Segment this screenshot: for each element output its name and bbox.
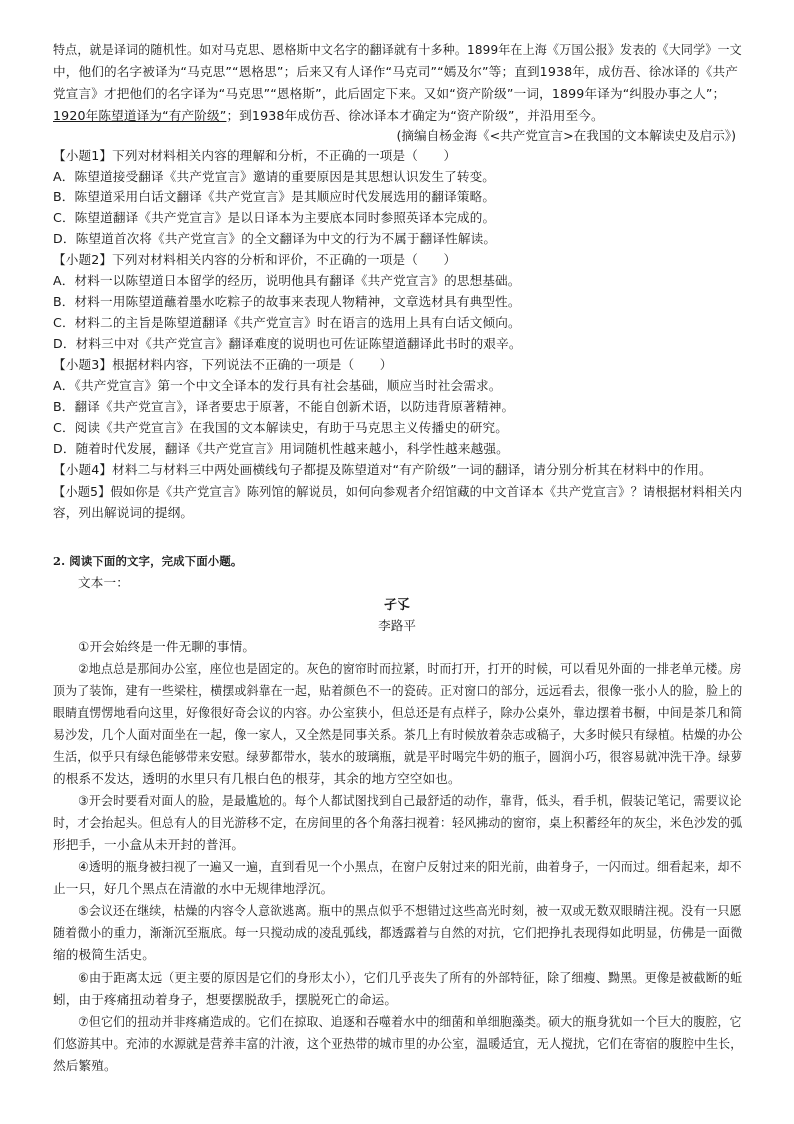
question-option: C．陈望道翻译《共产党宣言》是以日译本为主要底本同时参照英译本完成的。: [53, 210, 496, 225]
text-label: 文本一：: [78, 575, 129, 590]
paragraph-line: ②地点总是那间办公室，座位也是固定的。灰色的窗帘时而拉紧，时而打开，打开的时候，可以看见外面的一排老单元楼。房: [78, 661, 742, 676]
section-heading: 2. 阅读下面的文字，完成下面小题。: [53, 554, 243, 568]
paragraph-line: ①开会始终是一件无聊的事情。: [78, 639, 256, 654]
question-stem: 【小题3】根据材料内容，下列说法不正确的一项是（ ）: [53, 357, 393, 372]
paragraph-line: ⑤会议还在继续，枯燥的内容令人意欲逃离。瓶中的黑点似乎不想错过这些高光时刻，被一双或无数双眼睛注视。没有一只愿: [78, 903, 742, 918]
question-option: C．材料二的主旨是陈望道翻译《共产党宣言》时在语言的选用上具有白话文倾向。: [53, 315, 521, 330]
paragraph-line: 蚓，由于疼痛扭动着身子，想要摆脱敌手，摆脱死亡的命运。: [53, 992, 398, 1007]
paragraph-line: 生活，似乎只有绿色能够带来安慰。绿萝都带水，装水的玻璃瓶，就是平时喝完牛奶的瓶子，圆润小巧，很容易就冲洗干净。绿萝: [53, 749, 743, 764]
question-stem: 【小题2】下列对材料相关内容的分析和评价，不正确的一项是（ ）: [53, 252, 457, 267]
text-line: [53, 106, 604, 125]
question-option: D．随着时代发展，翻译《共产党宣言》用词随机性越来越小，科学性越来越强。: [53, 441, 509, 456]
paragraph-line: 缩的极简生活史。: [53, 947, 155, 962]
question-stem: 【小题5】假如你是《共产党宣言》陈列馆的解说员，如何向参观者介绍馆藏的中文首译本《共产党宣言》？请根据材料相关内: [53, 484, 743, 499]
paragraph-line: 们悠游其中。充沛的水源就是营养丰富的汁液，这个亚热带的城市里的办公室，温暖适宜，无人搅扰，它们在寄宿的腹腔中生长，: [53, 1036, 743, 1051]
question-option: A．陈望道接受翻译《共产党宣言》邀请的重要原因是其思想认识发生了转变。: [53, 169, 496, 184]
text-line: 党宣言》才把他们的名字译为“马克思”“恩格斯”，此后固定下来。又如“资产阶级”一词，1899年译为“纠股办事之人”；: [53, 86, 726, 101]
paragraph-line: ⑦但它们的扭动并非疼痛造成的。它们在掠取、追逐和吞噬着水中的细菌和单细胞藻类。硕大的瓶身犹如一个巨大的腹腔，它: [78, 1014, 742, 1029]
article-title: 孑孓: [383, 598, 410, 613]
question-option: B．陈望道采用白话文翻译《共产党宣言》是其顺应时代发展选用的翻译策略。: [53, 189, 496, 204]
paragraph-line: 易沙发，几个人面对面坐在一起，像一家人，又全然是同事关系。茶几上有时候放着杂志或稿子，大多时候只有绿植。枯燥的办公: [53, 727, 743, 742]
article-author: 李路平: [378, 618, 416, 633]
paragraph-line: 形把手，一小盒从未开封的普洱。: [53, 837, 245, 852]
paragraph-line: 顶为了装饰，建有一些梁柱，横摆或斜靠在一起，贴着颜色不一的瓷砖。正对窗口的部分，远远看去，很像一张小人的脸，脸上的: [53, 683, 743, 698]
question-stem-continuation: 容，列出解说词的提纲。: [53, 505, 194, 520]
source-citation: (摘编自杨金海《<共产党宣言>在我国的文本解读史及启示》): [396, 128, 736, 143]
paragraph-line: 随着微小的重力，渐渐沉至瓶底。每一只搅动成的凌乱弧线，都透露着与自然的对抗，它们把挣扎表现得如此明显，仿佛是一面微: [53, 925, 743, 940]
underlined-sentence: 1920年陈望道译为“有产阶级”: [53, 108, 227, 123]
paragraph-line: 止一只，好几个黑点在清澈的水中无规律地浮沉。: [53, 881, 334, 896]
paragraph-line: ⑥由于距离太远（更主要的原因是它们的身形太小），它们几乎丧失了所有的外部特征，除了细瘦、黝黑。更像是被截断的蚯: [78, 970, 743, 985]
text-line: 中，他们的名字被译为“马克思”“恩格思”；后来又有人译作“马克司”“嫣及尔”等；直到1938年，成仿吾、徐冰译的《共产: [53, 64, 739, 79]
paragraph-line: 眼睛直愣愣地看向这里，好像很好奇会议的内容。办公室狭小，但总还是有点样子，除办公桌外，靠边摆着书橱，中间是茶几和简: [53, 705, 743, 720]
paragraph-line: ④透明的瓶身被扫视了一遍又一遍，直到看见一个小黑点，在窗户反射过来的阳光前，曲着身子，一闪而过。细看起来，却不: [78, 859, 742, 874]
question-option: B．翻译《共产党宣言》，译者要忠于原著，不能自创新术语，以防违背原著精神。: [53, 399, 515, 414]
text-line: 特点，就是译词的随机性。如对马克思、恩格斯中文名字的翻译就有十多种。1899年在上海《万国公报》发表的《大同学》一文: [53, 42, 742, 57]
paragraph-line: 然后繁殖。: [53, 1058, 117, 1073]
question-option: C．阅读《共产党宣言》在我国的文本解读史，有助于马克思主义传播史的研究。: [53, 420, 508, 435]
question-option: D．材料三中对《共产党宣言》翻译难度的说明也可佐证陈望道翻译此书时的艰辛。: [53, 336, 522, 351]
question-option: A．《共产党宣言》第一个中文全译本的发行具有社会基础，顺应当时社会需求。: [53, 378, 502, 393]
paragraph-line: 时，才会抬起头。但总有人的目光游移不定，在房间里的各个角落扫视着：轻风拂动的窗帘，桌上积蓄经年的灰尘，米色沙发的弧: [53, 815, 743, 830]
question-option: B．材料一用陈望道蘸着墨水吃粽子的故事来表现人物精神，文章选材具有典型性。: [53, 294, 521, 309]
question-option: D．陈望道首次将《共产党宣言》的全文翻译为中文的行为不属于翻译性解读。: [53, 231, 497, 246]
question-option: A．材料一以陈望道日本留学的经历，说明他具有翻译《共产党宣言》的思想基础。: [53, 273, 521, 288]
question-stem: 【小题4】材料二与材料三中两处画横线句子都提及陈望道对“有产阶级”一词的翻译，请分别分析其在材料中的作用。: [53, 462, 712, 477]
paragraph-line: ③开会时要看对面人的脸，是最尴尬的。每个人都试图找到自己最舒适的动作，靠背，低头，看手机，假装记笔记，需要议论: [78, 793, 742, 808]
text-span: ；到1938年成仿吾、徐冰译本才确定为“资产阶级”，并沿用至今。: [226, 108, 604, 123]
question-stem: 【小题1】下列对材料相关内容的理解和分析，不正确的一项是（ ）: [53, 148, 457, 163]
paragraph-line: 的根系不发达，透明的水里只有几根白色的根芽，其余的地方空空如也。: [53, 771, 461, 786]
